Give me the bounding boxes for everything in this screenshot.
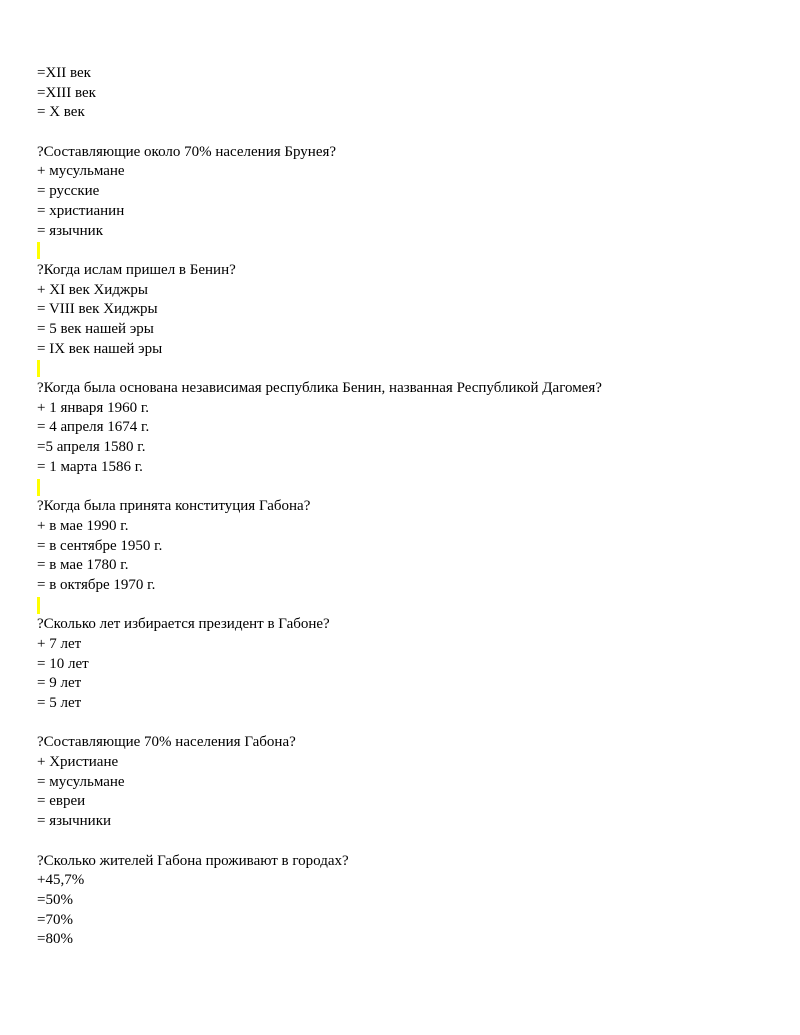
answer-option: = язычники xyxy=(37,813,112,830)
highlight-marker-line xyxy=(37,477,777,497)
answer-option: = IX век нашей эры xyxy=(37,340,163,357)
question-text: ?Составляющие 70% населения Габона? xyxy=(37,734,296,751)
question-text: ?Когда ислам пришел в Бенин? xyxy=(37,261,236,278)
answer-option: = в мае 1780 г. xyxy=(37,557,129,574)
question-text: ?Когда была принята конституция Габона? xyxy=(37,498,311,515)
blank-line xyxy=(37,123,777,143)
answer-option: + 1 января 1960 г. xyxy=(37,399,150,416)
answer-option: = евреи xyxy=(37,793,86,810)
highlight-marker xyxy=(37,242,40,259)
question-text: ?Сколько жителей Габона проживают в городах? xyxy=(37,852,349,869)
highlight-marker-line xyxy=(37,359,777,379)
answer-option: +45,7% xyxy=(37,872,85,889)
answer-option: = 1 марта 1586 г. xyxy=(37,458,143,475)
answer-option: =50% xyxy=(37,891,73,908)
answer-option: =70% xyxy=(37,911,73,928)
blank-line xyxy=(37,832,777,852)
answer-option: =80% xyxy=(37,931,73,948)
blank-line xyxy=(37,714,777,734)
answer-option: + в мае 1990 г. xyxy=(37,517,129,534)
answer-option: = мусульмане xyxy=(37,773,125,790)
answer-option: = язычник xyxy=(37,222,103,239)
answer-option: = 5 век нашей эры xyxy=(37,320,154,337)
answer-option: = в сентябре 1950 г. xyxy=(37,537,163,554)
answer-option: + XI век Хиджры xyxy=(37,281,148,298)
question-text: ?Когда была основана независимая республика Бенин, названная Республикой Дагомея? xyxy=(37,380,602,396)
answer-option: + 7 лет xyxy=(37,635,82,652)
highlight-marker-line xyxy=(37,241,777,261)
question-text: ?Сколько лет избирается президент в Габоне? xyxy=(37,616,330,633)
answer-option: = 5 лет xyxy=(37,695,82,711)
intro-answer: =XII век xyxy=(37,65,91,81)
highlight-marker xyxy=(37,479,40,496)
highlight-marker xyxy=(37,360,40,377)
answer-option: = 10 лет xyxy=(37,655,89,672)
highlight-marker-line xyxy=(37,596,777,616)
answer-option: = христианин xyxy=(37,202,125,219)
answer-option: = 4 апреля 1674 г. xyxy=(37,419,150,436)
answer-option: = в октябре 1970 г. xyxy=(37,576,156,593)
intro-answer: = X век xyxy=(37,104,85,121)
answer-option: =5 апреля 1580 г. xyxy=(37,439,146,456)
answer-option: = VIII век Хиджры xyxy=(37,301,158,318)
answer-option: = русские xyxy=(37,183,100,200)
question-text: ?Составляющие около 70% населения Брунея? xyxy=(37,143,337,160)
answer-option: + Христиане xyxy=(37,754,119,771)
answer-option: + мусульмане xyxy=(37,163,125,180)
intro-answer: =XIII век xyxy=(37,84,96,101)
answer-option: = 9 лет xyxy=(37,675,82,692)
document-page xyxy=(37,64,777,950)
highlight-marker xyxy=(37,597,40,614)
